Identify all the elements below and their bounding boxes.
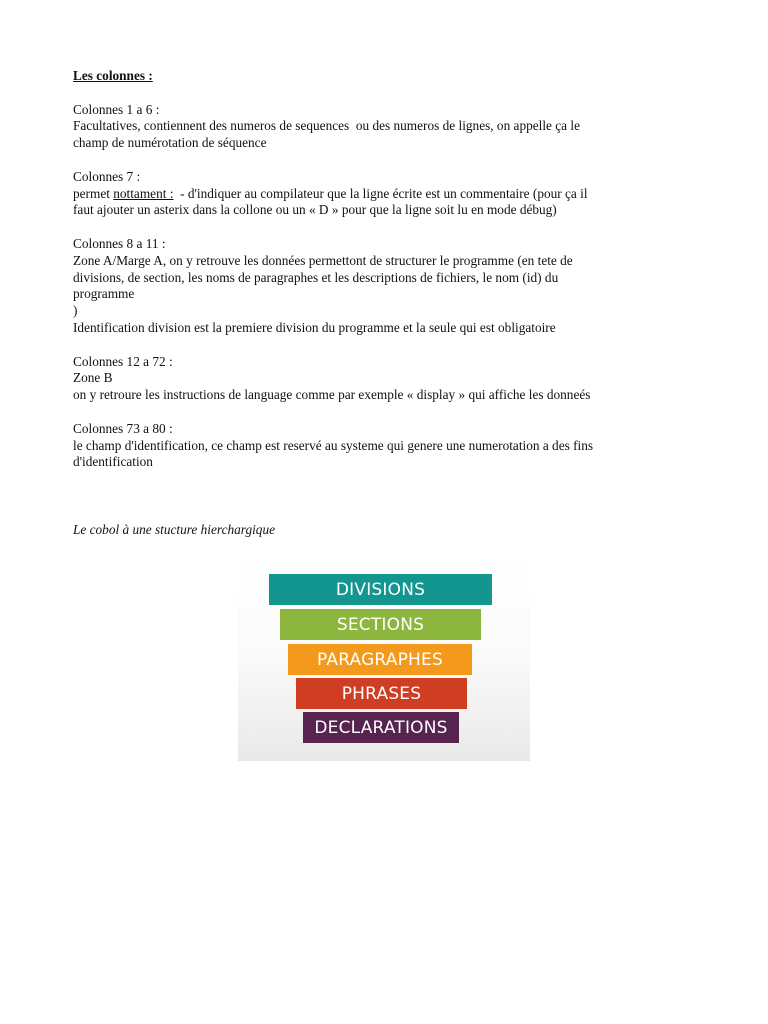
document-body	[73, 68, 693, 538]
section-colonnes-73-80	[73, 421, 693, 471]
cobol-hierarchy-figure	[238, 556, 530, 761]
document-title: Les colonnes :	[73, 68, 153, 83]
figure-caption: Le cobol à une stucture hierchargique	[73, 521, 275, 537]
pyramid-label: PARAGRAPHES	[317, 649, 443, 670]
line-suffix: - d'indiquer au compilateur que la ligne écrite est un commentaire (pour ça il	[173, 185, 588, 201]
section-heading: Colonnes 7 :	[73, 168, 141, 184]
section-line: faut ajouter un asterix dans la collone ou un « D » pour que la ligne soit lu en mode débug)	[73, 202, 557, 218]
pyramid-bar-declarations	[303, 712, 459, 743]
section-heading: Colonnes 73 a 80 :	[73, 420, 173, 436]
section-line: Identification division est la premiere division du programme et la seule qui est obligatoire	[73, 319, 556, 335]
underlined-word: nottament :	[113, 185, 174, 201]
section-line: le champ d'identification, ce champ est reservé au systeme qui genere une numerotation a des fins	[73, 437, 594, 453]
pyramid-label: DIVISIONS	[335, 579, 426, 600]
pyramid-label: PHRASES	[341, 683, 422, 704]
section-colonnes-12-72	[73, 354, 693, 404]
section-line: Zone B	[73, 370, 113, 386]
pyramid-bar-paragraphes	[288, 644, 472, 675]
section-line: Facultatives, contiennent des numeros de sequences ou des numeros de lignes, on appelle ça le	[73, 118, 580, 134]
section-line: )	[73, 303, 78, 319]
section-colonnes-1-6	[73, 102, 693, 152]
pyramid-label: SECTIONS	[336, 614, 425, 635]
section-line: d'identification	[73, 454, 153, 470]
pyramid-bar-sections	[280, 609, 481, 640]
section-heading: Colonnes 12 a 72 :	[73, 353, 173, 369]
section-line: programme	[73, 286, 135, 302]
line-prefix: permet	[73, 185, 114, 201]
section-line: Zone A/Marge A, on y retrouve les données permettont de structurer le programme (en tete de	[73, 252, 573, 268]
pyramid-bar-phrases	[296, 678, 467, 709]
section-colonnes-8-11	[73, 236, 693, 337]
section-line: champ de numérotation de séquence	[73, 135, 267, 151]
section-line: divisions, de section, les noms de paragraphes et les descriptions de fichiers, le nom (id) du	[73, 269, 559, 285]
section-heading: Colonnes 8 a 11 :	[73, 235, 166, 251]
section-colonnes-7	[73, 169, 693, 219]
section-line	[73, 186, 693, 203]
section-line: on y retroure les instructions de language comme par exemple « display » qui affiche les donneés	[73, 387, 591, 403]
section-heading: Colonnes 1 a 6 :	[73, 101, 160, 117]
pyramid-bar-divisions	[269, 574, 492, 605]
pyramid-label: DECLARATIONS	[314, 717, 448, 738]
